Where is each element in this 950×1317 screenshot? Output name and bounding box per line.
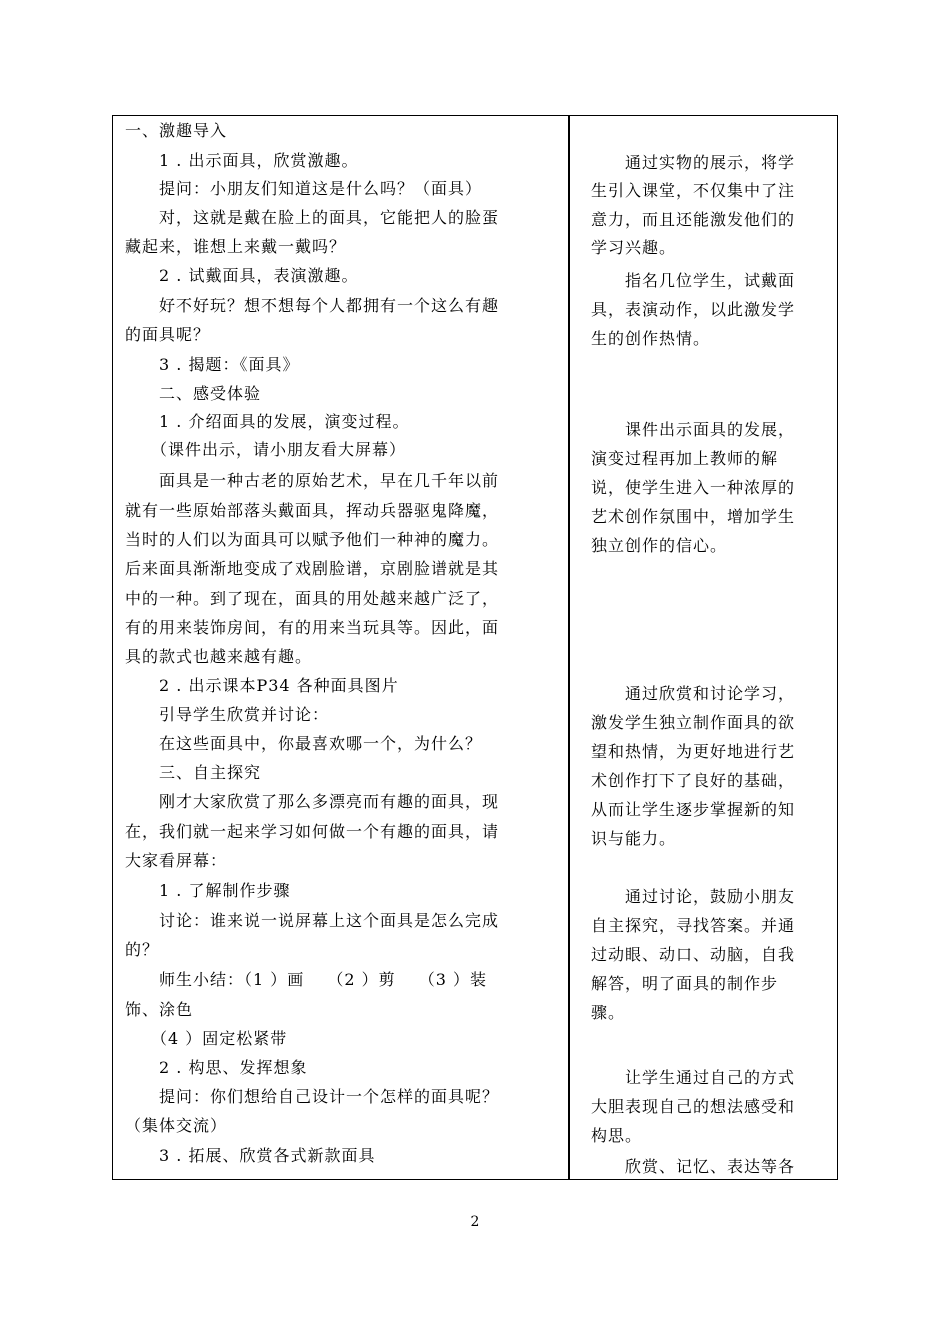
left-line: 师生小结：（1 ）画 （2 ）剪 （3 ）装 <box>125 970 487 989</box>
left-line: 2 . 出示课本P34 各种面具图片 <box>125 676 399 695</box>
left-line: 提问：你们想给自己设计一个怎样的面具呢？ <box>125 1087 500 1106</box>
left-line: 好不好玩？想不想每个人都拥有一个这么有趣 <box>125 296 500 315</box>
right-line: 学习兴趣。 <box>591 238 677 257</box>
left-line: 中的一种。到了现在，面具的用处越来越广泛了， <box>125 589 500 608</box>
right-line: 具，表演动作，以此激发学 <box>591 300 796 319</box>
right-line: 独立创作的信心。 <box>591 536 728 555</box>
right-line: 激发学生独立制作面具的欲 <box>591 713 796 732</box>
right-line: 说，使学生进入一种浓厚的 <box>591 478 796 497</box>
left-line: 二、感受体验 <box>125 384 262 403</box>
right-line: 欣赏、记忆、表达等各 <box>591 1157 796 1176</box>
left-line: 3 . 拓展、欣赏各式新款面具 <box>125 1146 376 1165</box>
page-number: 2 <box>470 1214 480 1230</box>
left-line: （4 ）固定松紧带 <box>125 1029 288 1048</box>
right-line: 演变过程再加上教师的解 <box>591 449 779 468</box>
right-line: 生引入课堂，不仅集中了注 <box>591 181 796 200</box>
right-line: 构思。 <box>591 1126 643 1145</box>
left-line: 引导学生欣赏并讨论： <box>125 705 330 724</box>
left-line: （课件出示，请小朋友看大屏幕） <box>125 440 407 459</box>
right-line: 术创作打下了良好的基础， <box>591 771 796 790</box>
right-line: 过动眼、动口、动脑，自我 <box>591 945 796 964</box>
teaching-process-column <box>125 116 555 1179</box>
right-line: 大胆表现自己的想法感受和 <box>591 1097 796 1116</box>
right-line: 通过欣赏和讨论学习， <box>591 684 796 703</box>
right-line: 生的创作热情。 <box>591 329 711 348</box>
left-line: 1 . 了解制作步骤 <box>125 881 291 900</box>
right-line: 望和热情，为更好地进行艺 <box>591 742 796 761</box>
left-line: 一、激趣导入 <box>125 121 228 140</box>
left-line: 藏起来，谁想上来戴一戴吗？ <box>125 237 347 256</box>
left-line: 后来面具渐渐地变成了戏剧脸谱，京剧脸谱就是其 <box>125 559 500 578</box>
right-line: 课件出示面具的发展， <box>591 420 796 439</box>
left-line: （集体交流） <box>125 1116 228 1135</box>
right-line: 自主探究，寻找答案。并通 <box>591 916 796 935</box>
design-intent-column <box>591 116 831 1179</box>
left-line: 具的款式也越来越有趣。 <box>125 647 313 666</box>
right-line: 从而让学生逐步掌握新的知 <box>591 800 796 819</box>
left-line: 饰、涂色 <box>125 1000 194 1019</box>
left-line: 大家看屏幕： <box>125 851 228 870</box>
right-line: 骤。 <box>591 1003 626 1022</box>
left-line: 对，这就是戴在脸上的面具，它能把人的脸蛋 <box>125 208 500 227</box>
left-line: 的面具呢？ <box>125 325 211 344</box>
left-line: 就有一些原始部落头戴面具，挥动兵器驱鬼降魔， <box>125 501 500 520</box>
left-line: 三、自主探究 <box>125 763 262 782</box>
right-line: 艺术创作氛围中，增加学生 <box>591 507 796 526</box>
left-line: 当时的人们以为面具可以赋予他们一种神的魔力。 <box>125 530 500 549</box>
left-line: 2 . 试戴面具，表演激趣。 <box>125 266 359 285</box>
right-line: 意力，而且还能激发他们的 <box>591 210 796 229</box>
lesson-table <box>112 115 838 1180</box>
left-line: 面具是一种古老的原始艺术，早在几千年以前 <box>125 471 500 490</box>
right-line: 识与能力。 <box>591 829 677 848</box>
right-line: 解答，明了面具的制作步 <box>591 974 779 993</box>
left-line: 3 . 揭题：《面具》 <box>125 355 300 374</box>
left-line: 1 . 介绍面具的发展，演变过程。 <box>125 412 410 431</box>
left-line: 提问：小朋友们知道这是什么吗？（面具） <box>125 179 483 198</box>
right-line: 通过讨论，鼓励小朋友 <box>591 887 796 906</box>
right-line: 让学生通过自己的方式 <box>591 1068 796 1087</box>
left-line: 的？ <box>125 940 160 959</box>
right-line: 指名几位学生，试戴面 <box>591 271 796 290</box>
left-line: 2 . 构思、发挥想象 <box>125 1058 308 1077</box>
left-line: 在，我们就一起来学习如何做一个有趣的面具，请 <box>125 822 500 841</box>
left-line: 有的用来装饰房间，有的用来当玩具等。因此，面 <box>125 618 500 637</box>
left-line: 在这些面具中，你最喜欢哪一个，为什么？ <box>125 734 483 753</box>
left-line: 讨论：谁来说一说屏幕上这个面具是怎么完成 <box>125 911 500 930</box>
left-line: 刚才大家欣赏了那么多漂亮而有趣的面具，现 <box>125 792 500 811</box>
right-line: 通过实物的展示，将学 <box>591 153 796 172</box>
column-divider <box>568 116 570 1179</box>
left-line: 1 . 出示面具，欣赏激趣。 <box>125 151 359 170</box>
